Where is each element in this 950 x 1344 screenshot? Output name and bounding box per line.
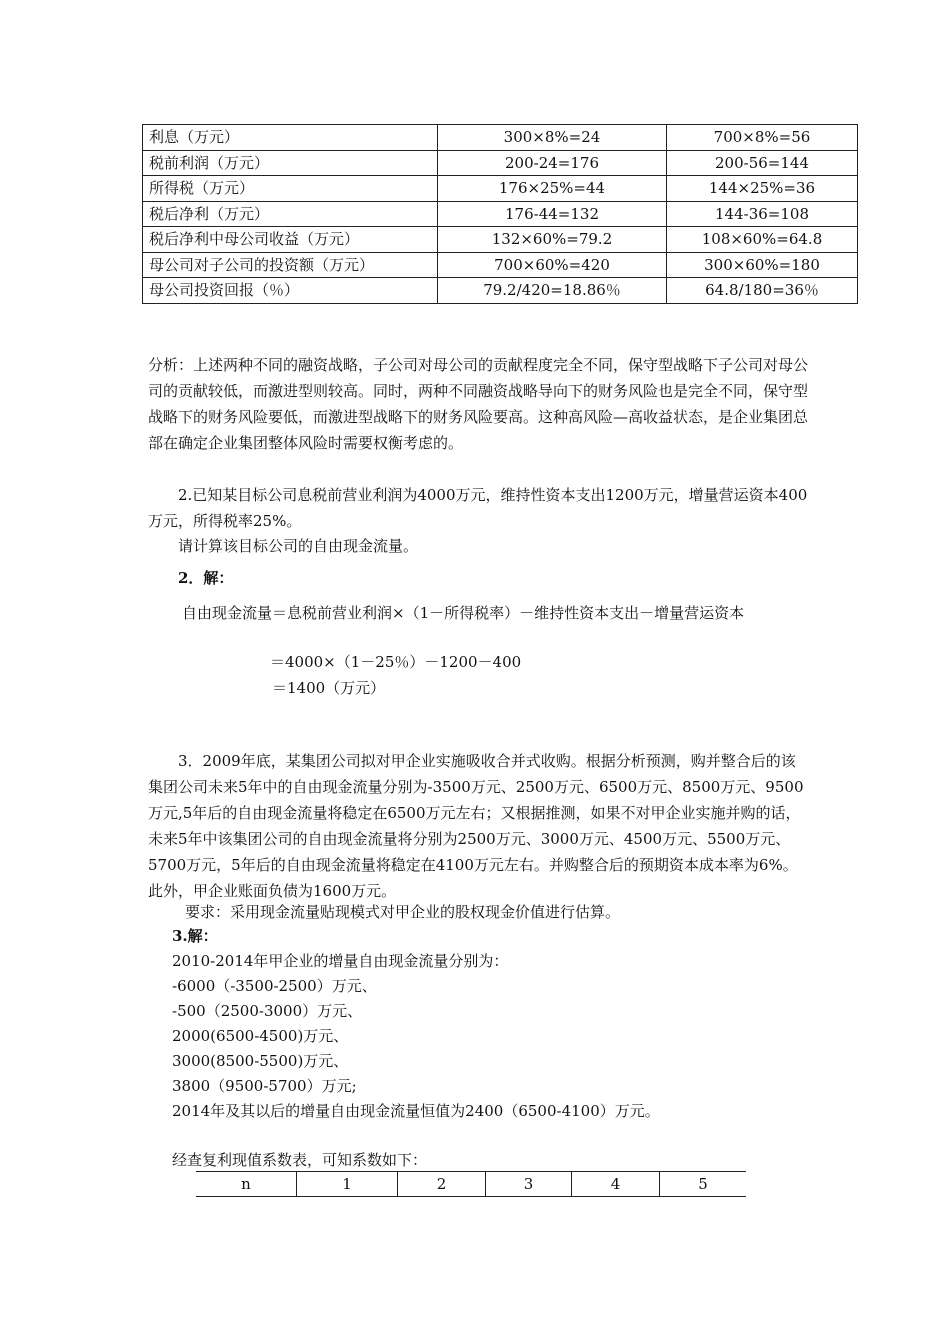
q3-line: 3000(8500-5500)万元、 xyxy=(172,1052,349,1070)
table-header-row xyxy=(196,1172,746,1197)
table-cell: 母公司投资回报（％） xyxy=(143,278,438,304)
table-cell: 利息（万元） xyxy=(143,125,438,151)
table-cell: 200-24=176 xyxy=(438,150,667,176)
table-row xyxy=(143,252,858,278)
q3-line: 2000(6500-4500)万元、 xyxy=(172,1027,349,1045)
table-cell: 144×25%=36 xyxy=(667,176,858,202)
table-row xyxy=(143,201,858,227)
table-cell: 144-36=108 xyxy=(667,201,858,227)
table-cell: 所得税（万元） xyxy=(143,176,438,202)
q3-line: 2014年及其以后的增量自由现金流量恒值为2400（6500-4100）万元。 xyxy=(172,1102,660,1120)
q2-step2: ＝1400（万元） xyxy=(272,679,386,697)
table-row xyxy=(143,278,858,304)
table-cell: 2 xyxy=(398,1172,486,1197)
q3-line: 3800（9500-5700）万元; xyxy=(172,1077,357,1095)
discount-factor-table xyxy=(196,1171,746,1197)
table-cell: 3 xyxy=(486,1172,572,1197)
table-cell: 700×8%=56 xyxy=(667,125,858,151)
table-cell: 4 xyxy=(572,1172,660,1197)
q2-solution-heading: 2．解： xyxy=(178,569,234,587)
q2-request: 请计算该目标公司的自由现金流量。 xyxy=(178,537,419,555)
q3-question: 3．2009年底，某集团公司拟对甲企业实施吸收合并式收购。根据分析预测，购并整合后的该集团公司未来5年中的自由现金流量分别为-3500万元、2500万元、6500万元、8500万元、9500万元,5年后的自由现金流量将稳定在6500万元左右；又根据推测，如果不对甲企业实施并购的话，未来5年中该集团公司的自由现金流量将分别为2500万元、3000万元、4500万元、5500万元、5700万元，5年后的自由现金流量将稳定在4100万元左右。并购整合后的预期资本成本率为6%。此外，甲企业账面负债为1600万元。 xyxy=(148,752,804,900)
table-cell: 176×25%=44 xyxy=(438,176,667,202)
table-cell: 税前利润（万元） xyxy=(143,150,438,176)
table-cell: 700×60%=420 xyxy=(438,252,667,278)
table-cell: 79.2/420=18.86％ xyxy=(438,278,667,304)
q3-request: 要求：采用现金流量贴现模式对甲企业的股权现金价值进行估算。 xyxy=(185,903,621,921)
table-cell: n xyxy=(196,1172,297,1197)
table-cell: 108×60%=64.8 xyxy=(667,227,858,253)
financing-comparison-table xyxy=(142,124,858,304)
q3-solution-heading: 3.解： xyxy=(172,927,218,945)
q3-table-intro: 经查复利现值系数表，可知系数如下： xyxy=(172,1151,428,1169)
table-cell: 5 xyxy=(660,1172,747,1197)
q2-formula: 自由现金流量＝息税前营业利润×（1－所得税率）－维持性资本支出－增量营运资本 xyxy=(182,604,745,622)
q2-question: 2.已知某目标公司息税前营业利润为4000万元，维持性资本支出1200万元，增量营运资本400万元，所得税率25%。 xyxy=(148,486,808,530)
table-cell: 132×60%=79.2 xyxy=(438,227,667,253)
table-cell: 1 xyxy=(297,1172,398,1197)
q3-line: -500（2500-3000）万元、 xyxy=(172,1002,363,1020)
table-row xyxy=(143,125,858,151)
table-cell: 300×8%=24 xyxy=(438,125,667,151)
q3-line: 2010-2014年甲企业的增量自由现金流量分别为： xyxy=(172,952,509,970)
table-cell: 母公司对子公司的投资额（万元） xyxy=(143,252,438,278)
table-cell: 64.8/180=36％ xyxy=(667,278,858,304)
table-cell: 税后净利中母公司收益（万元） xyxy=(143,227,438,253)
analysis-paragraph: 分析：上述两种不同的融资战略，子公司对母公司的贡献程度完全不同，保守型战略下子公司对母公司的贡献较低，而激进型则较高。同时，两种不同融资战略导向下的财务风险也是完全不同，保守型战略下的财务风险要低，而激进型战略下的财务风险要高。这种高风险—高收益状态，是企业集团总部在确定企业集团整体风险时需要权衡考虑的。 xyxy=(148,356,809,452)
table-row xyxy=(143,176,858,202)
table-row xyxy=(143,227,858,253)
table-cell: 税后净利（万元） xyxy=(143,201,438,227)
table-cell: 300×60%=180 xyxy=(667,252,858,278)
q2-step1: ＝4000×（1－25％）－1200－400 xyxy=(270,653,522,671)
q3-line: -6000（-3500-2500）万元、 xyxy=(172,977,377,995)
table-cell: 200-56=144 xyxy=(667,150,858,176)
table-cell: 176-44=132 xyxy=(438,201,667,227)
table-row xyxy=(143,150,858,176)
